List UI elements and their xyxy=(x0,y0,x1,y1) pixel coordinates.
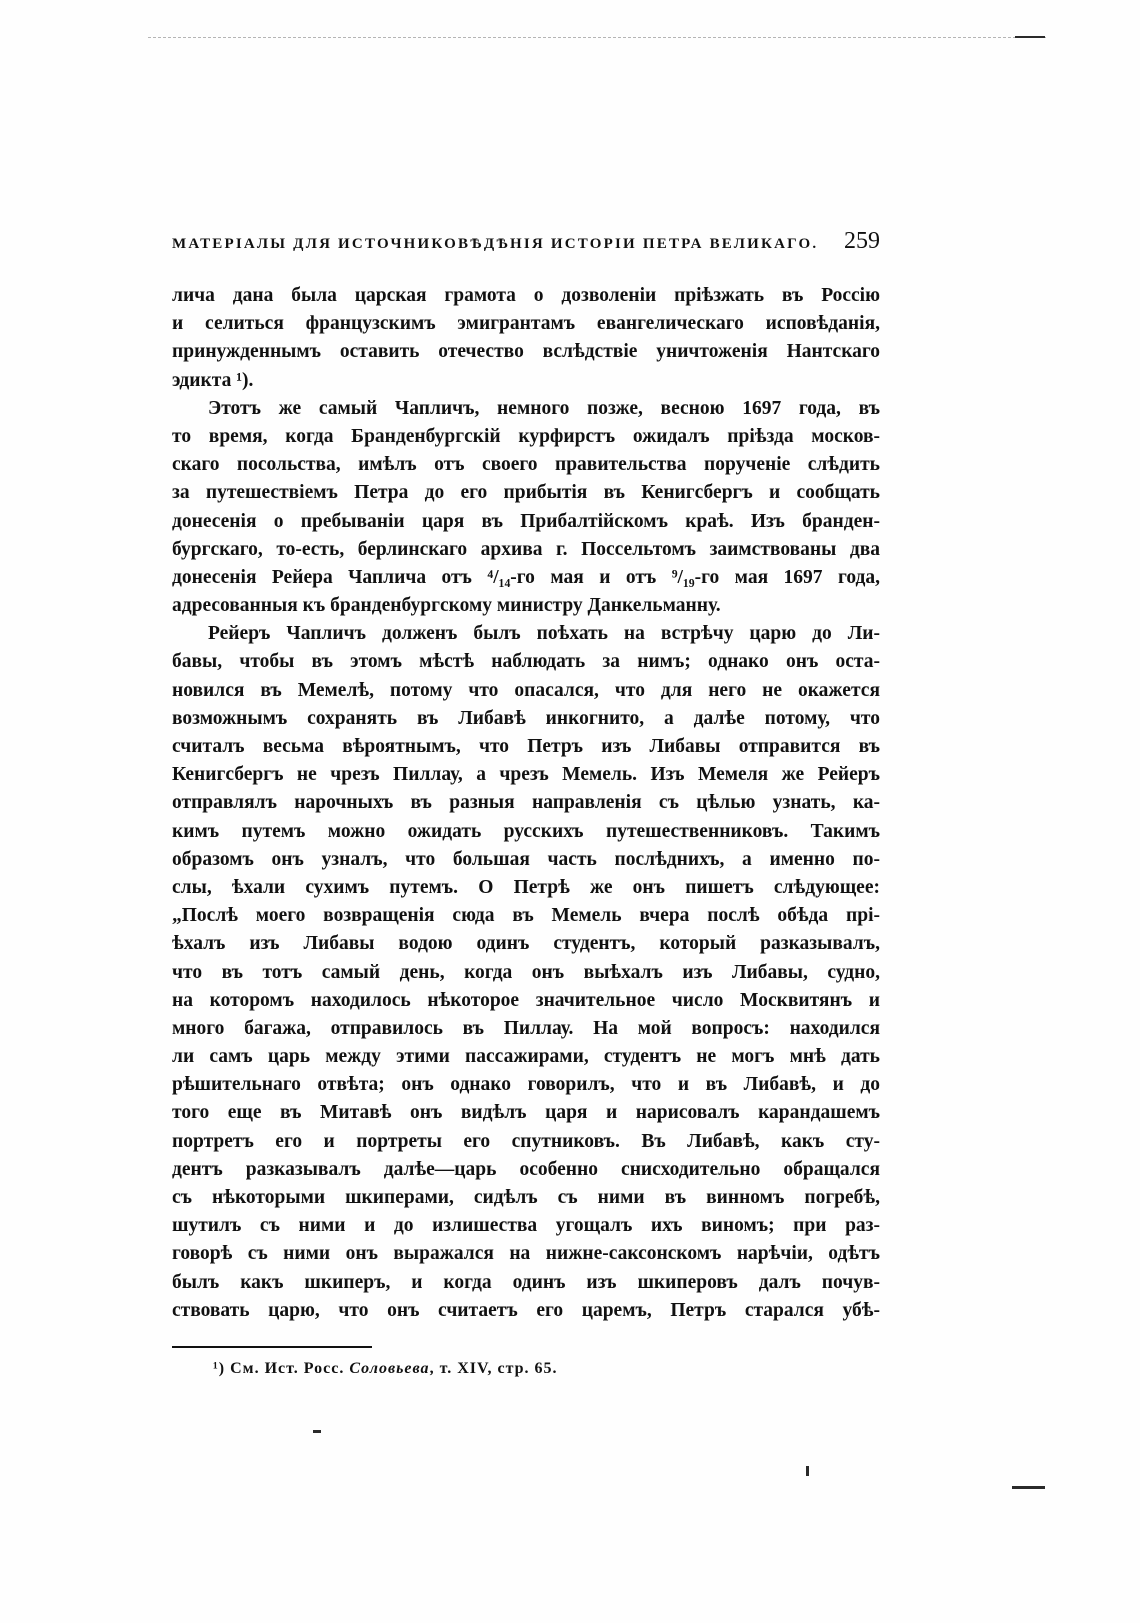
text-line: адресованныя къ бранденбургскому министру Данкельманну. xyxy=(172,595,721,617)
text-line: и селиться французскимъ эмигрантамъ евангелическаго исповѣданія, xyxy=(172,313,880,335)
text-line: былъ какъ шкиперъ, и когда одинъ изъ шкиперовъ далъ почув- xyxy=(172,1271,880,1293)
text-line: много багажа, отправилось въ Пиллау. На мой вопросъ: находился xyxy=(172,1017,880,1039)
footnote xyxy=(213,1360,558,1378)
text-line: говорѣ съ ними онъ выражался на нижне-саксонскомъ нарѣчіи, одѣтъ xyxy=(172,1243,880,1265)
text-line: ли самъ царь между этими пассажирами, студентъ не могъ мнѣ дать xyxy=(172,1046,880,1068)
text-line: бавы, чтобы въ этомъ мѣстѣ наблюдать за нимъ; однако онъ оста- xyxy=(172,651,880,673)
running-title: МАТЕРІАЛЫ ДЛЯ ИСТОЧНИКОВѢДѢНІЯ ИСТОРІИ ПЕТРА ВЕЛИКАГО. xyxy=(172,236,819,252)
text-line: образомъ онъ узналъ, что большая часть послѣднихъ, а именно по- xyxy=(172,848,880,870)
text-line: съ нѣкоторыми шкиперами, сидѣлъ съ ними въ винномъ погребѣ, xyxy=(172,1187,880,1208)
scan-mark xyxy=(806,1466,809,1476)
text-line: отправлялъ нарочныхъ въ разныя направленія съ цѣлью узнать, ка- xyxy=(172,792,880,814)
footnote-rule xyxy=(172,1346,372,1348)
text-line: лича дана была царская грамота о дозволеніи пріѣзжать въ Россію xyxy=(172,285,880,306)
scan-mark xyxy=(1015,36,1045,38)
body-text xyxy=(172,282,880,1325)
text-line: „Послѣ моего возвращенія сюда въ Мемель вчера послѣ обѣда прі- xyxy=(172,905,880,927)
text-line: то время, когда Бранденбургскій курфирстъ ожидалъ пріѣзда москов- xyxy=(172,425,880,447)
footnote-source: См. Ист. Росс. xyxy=(230,1360,345,1377)
text-line: портретъ его и портреты его спутниковъ. Въ Либавѣ, какъ сту- xyxy=(172,1130,880,1152)
running-header xyxy=(172,228,880,258)
text-line: Этотъ же самый Чапличъ, немного позже, весною 1697 года, въ xyxy=(208,397,880,419)
footnote-marker: ¹) xyxy=(213,1360,226,1377)
text-line: что въ тотъ самый день, когда онъ выѣхалъ изъ Либавы, судно, xyxy=(172,961,880,983)
paragraph xyxy=(172,395,880,621)
text-line: дентъ разказывалъ далѣе—царь особенно снисходительно обращался xyxy=(172,1158,880,1180)
paragraph xyxy=(172,282,880,395)
scan-mark xyxy=(313,1430,321,1433)
text-line: ствовать царю, что онъ считаетъ его царемъ, Петръ старался убѣ- xyxy=(172,1299,880,1321)
text-line: возможнымъ сохранять въ Либавѣ инкогнито, а далѣе потому, что xyxy=(172,707,880,729)
text-line: новился въ Мемелѣ, потому что опасался, что для него не окажется xyxy=(172,679,880,701)
text-line: шутилъ съ ними и до излишества угощалъ ихъ виномъ; при раз- xyxy=(172,1215,880,1237)
text-line: принужденнымъ оставить отечество вслѣдствіе уничтоженія Нантскаго xyxy=(172,341,880,363)
page-number: 259 xyxy=(844,228,880,254)
footnote-author: Соловьева xyxy=(349,1360,430,1377)
text-line: скаго посольства, имѣлъ отъ своего правительства порученіе слѣдить xyxy=(172,454,880,476)
text-line: кимъ путемъ можно ожидать русскихъ путешественниковъ. Такимъ xyxy=(172,820,880,842)
text-line: слы, ѣхали сухимъ путемъ. О Петрѣ же онъ пишетъ слѣдующее: xyxy=(172,876,880,898)
text-line: Рейеръ Чапличъ долженъ былъ поѣхать на встрѣчу царю до Ли- xyxy=(208,623,880,645)
text-line: бургскаго, то-есть, берлинскаго архива г. Поссельтомъ заимствованы два xyxy=(172,538,880,560)
text-line: эдикта ¹). xyxy=(172,369,254,391)
text-line: донесенія Рейера Чаплича отъ ⁴/₁₄-го мая и отъ ⁹/₁₉-го мая 1697 года, xyxy=(172,566,880,588)
text-line: на которомъ находилось нѣкоторое значительное число Москвитянъ и xyxy=(172,989,880,1011)
text-line: считалъ весьма вѣроятнымъ, что Петръ изъ Либавы отправится въ xyxy=(172,736,880,757)
text-line: за путешествіемъ Петра до его прибытія въ Кенигсбергъ и сообщать xyxy=(172,482,880,504)
text-line: донесенія о пребываніи царя въ Прибалтійскомъ краѣ. Изъ бранден- xyxy=(172,510,880,532)
text-line: рѣшительнаго отвѣта; онъ однако говорилъ, что и въ Либавѣ, и до xyxy=(172,1074,880,1096)
text-line: Кенигсбергъ не чрезъ Пиллау, а чрезъ Мемель. Изъ Мемеля же Рейеръ xyxy=(172,764,880,786)
footnote-reference: , т. XIV, стр. 65. xyxy=(429,1360,558,1377)
text-line: ѣхалъ изъ Либавы водою одинъ студентъ, который разказывалъ, xyxy=(172,933,880,955)
text-line: того еще въ Митавѣ онъ видѣлъ царя и нарисовалъ карандашемъ xyxy=(172,1102,880,1124)
paragraph xyxy=(172,620,880,1325)
scan-mark xyxy=(1012,1486,1045,1489)
scan-edge-line xyxy=(148,37,1046,38)
